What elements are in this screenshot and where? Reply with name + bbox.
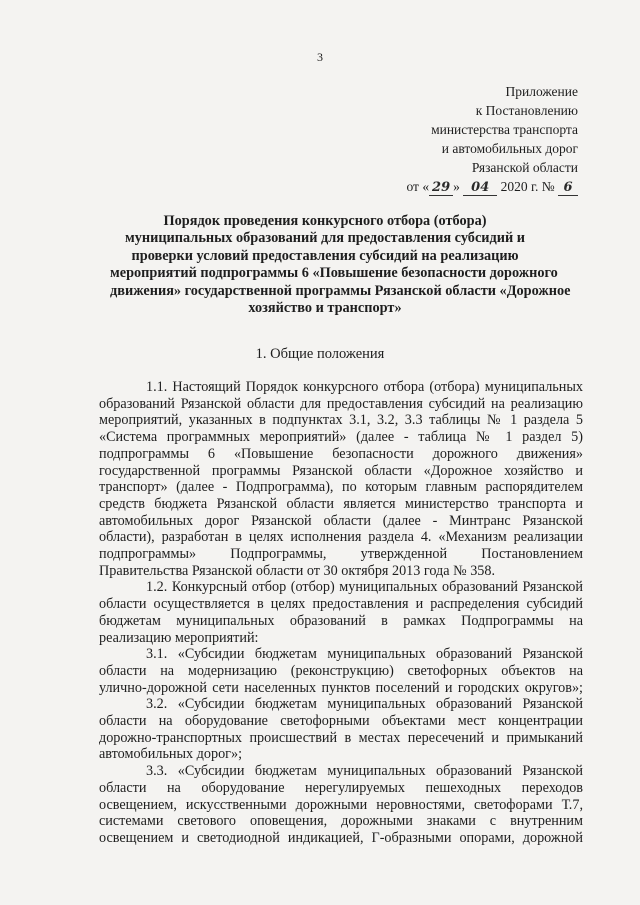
document-title [110,213,571,317]
body-line: улично-дорожной сети населенных пунктов поселений и городских округов»; [99,679,583,696]
body-line: подпрограммы» Подпрограммы, утвержденной Постановлением [99,546,583,563]
body-line: «Система программных мероприятий» (далее - таблица № 1 раздел 5) [99,429,583,446]
handwritten-day: 29 [429,181,453,196]
date-mid: » [453,179,460,194]
body-line: 3.3. «Субсидии бюджетам муниципальных образований Рязанской [146,763,583,780]
title-line: проверки условий предоставления субсидий на реализацию [131,247,519,264]
handwritten-month: 04 [463,181,497,196]
title-line: мероприятий подпрограммы 6 «Повышение безопасности дорожного [110,265,558,282]
appendix-line: к Постановлению [475,103,578,118]
body-line: реализацию мероприятий: [99,629,259,646]
body-line: средств бюджета Рязанской области является министерство транспорта и [99,495,583,512]
body-line: Правительства Рязанской области от 30 октября 2013 года № 358. [99,562,496,579]
body-text [99,379,583,847]
body-line: подпрограммы 6 «Повышение безопасности дорожного движения» [99,445,583,462]
body-line: автомобильных дорог»; [99,746,243,763]
body-line: 1.2. Конкурсный отбор (отбор) муниципальных образований Рязанской [146,579,583,596]
section-heading: 1. Общие положения [255,346,385,362]
appendix-block [406,82,578,196]
date-year: 2020 г. № [500,179,555,194]
body-line: области), разработан в целях исполнения раздела 4. «Механизм реализации [99,529,583,546]
body-line: области на оборудование нерегулируемых пешеходных переходов [99,779,583,796]
body-line: системами светового оповещения, дорожными знаками с внутренним [99,813,583,830]
body-line: бюджетам муниципальных образований в рамках Подпрограммы на [99,612,583,629]
appendix-line: и автомобильных дорог [441,141,578,156]
title-line: хозяйство и транспорт» [248,300,402,317]
body-line: освещением, искусственными дорожными неровностями, светофорами Т.7, [99,796,583,813]
body-line: автомобильных дорог Рязанской области (далее - Минтранс Рязанской [99,512,583,529]
title-line: движения» государственной программы Рязанской области «Дорожное [110,282,571,299]
appendix-date-line [406,177,578,196]
body-line: 3.1. «Субсидии бюджетам муниципальных образований Рязанской [146,646,583,663]
appendix-line: Приложение [505,84,578,99]
body-line: мероприятий, указанных в подпунктах 3.1, 3.2, 3.3 таблицы № 1 раздела 5 [99,412,583,429]
page-number: 3 [317,50,323,64]
title-line: Порядок проведения конкурсного отбора (отбора) [163,213,487,229]
body-line: государственной программы Рязанской области «Дорожное хозяйство и [99,462,583,479]
handwritten-number: 6 [558,181,578,196]
date-prefix: от « [406,179,430,194]
body-line: 3.2. «Субсидии бюджетам муниципальных образований Рязанской [146,696,583,713]
body-line: освещением и светодиодной индикацией, Г-образными опорами, дорожной [99,829,583,846]
body-line: образований Рязанской области для предоставления субсидий на реализацию [99,395,583,412]
title-line: муниципальных образований для предоставления субсидий и [124,230,526,247]
body-line: дорожно-транспортных происшествий в местах пересечений и примыканий [99,729,583,746]
body-line: транспорт» (далее - Подпрограмма), по которым главным распорядителем [99,479,583,496]
body-line: области на модернизацию (реконструкцию) светофорных объектов на [99,662,583,679]
body-line: области на оборудование светофорными объектами мест концентрации [99,713,583,730]
body-line: области осуществляется в целях предоставления и распределения субсидий [99,596,583,613]
appendix-line: Рязанской области [471,160,578,175]
appendix-line: министерства транспорта [431,122,578,137]
body-line: 1.1. Настоящий Порядок конкурсного отбора (отбора) муниципальных [146,379,583,395]
